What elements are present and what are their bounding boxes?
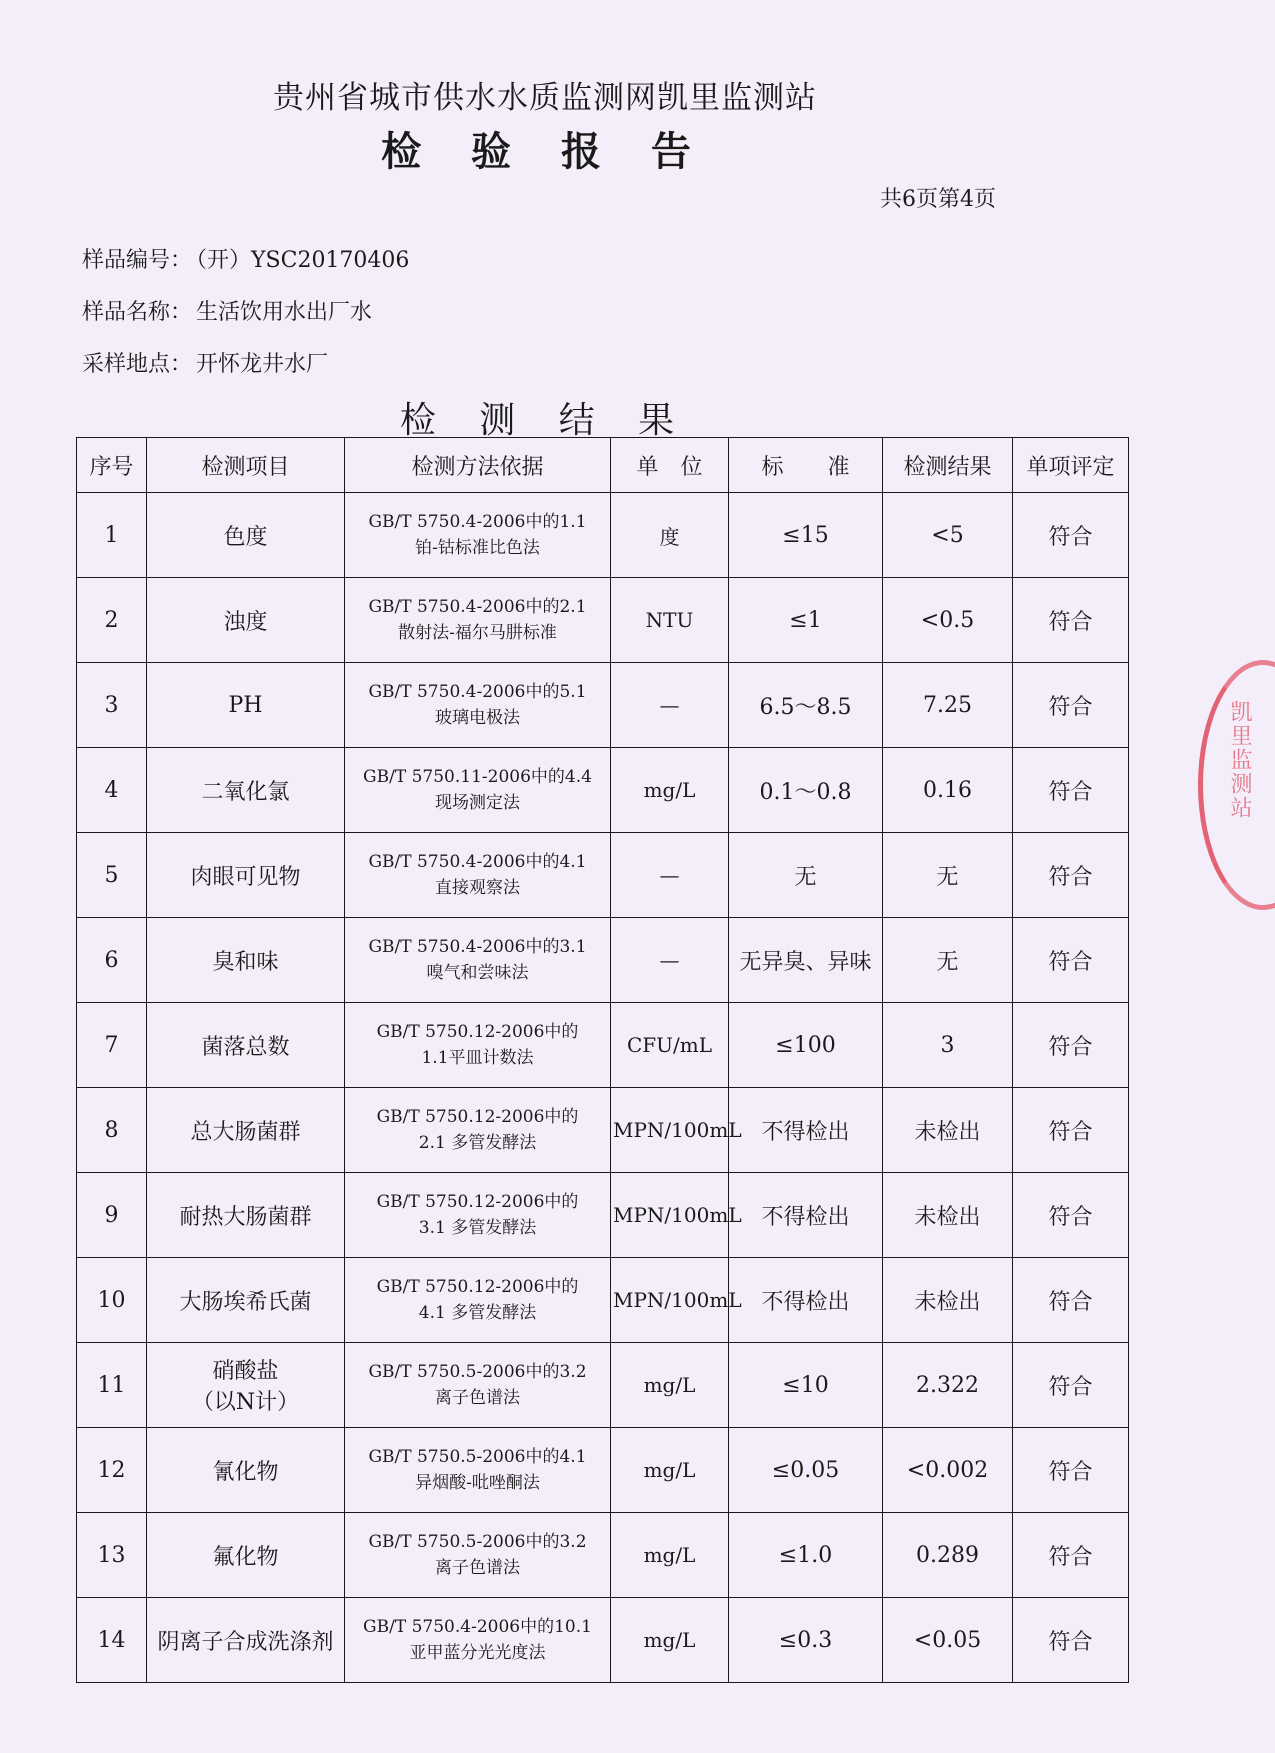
- item-name-text: 总大肠菌群: [190, 1119, 301, 1145]
- item-name-text: 臭和味: [212, 949, 279, 975]
- verdict: 符合: [1013, 1258, 1129, 1343]
- table-row: [77, 748, 1129, 833]
- test-method: [345, 1173, 611, 1258]
- item-name-text: 阴离子合成洗涤剂: [157, 1629, 334, 1655]
- test-method: [345, 1003, 611, 1088]
- standard-limit: ≤100: [729, 1003, 883, 1088]
- unit: CFU/mL: [611, 1003, 729, 1088]
- row-number: 4: [77, 748, 147, 833]
- unit: —: [611, 833, 729, 918]
- row-number: 3: [77, 663, 147, 748]
- test-result: 未检出: [883, 1258, 1013, 1343]
- sample-location-label: 采样地点：: [82, 352, 193, 377]
- unit: —: [611, 918, 729, 1003]
- sample-number-value: （开）YSC20170406: [196, 248, 410, 273]
- method-standard: GB/T 5750.5-2006中的3.2: [368, 1362, 587, 1382]
- method-name: 3.1 多管发酵法: [418, 1218, 537, 1238]
- standard-limit: 不得检出: [729, 1173, 883, 1258]
- report-title: 检 验 报 告: [381, 128, 709, 175]
- verdict: 符合: [1013, 918, 1129, 1003]
- unit: 度: [611, 493, 729, 578]
- row-number: 5: [77, 833, 147, 918]
- test-result: <0.5: [883, 578, 1013, 663]
- verdict: 符合: [1013, 1088, 1129, 1173]
- item-name-text: 硝酸盐: [212, 1359, 279, 1384]
- test-method: [345, 1343, 611, 1428]
- item-name-text: 肉眼可见物: [190, 864, 301, 890]
- item-name: [147, 1003, 345, 1088]
- item-name-text: 二氧化氯: [201, 779, 290, 805]
- column-header: 检测项目: [147, 438, 345, 493]
- unit: mg/L: [611, 1598, 729, 1683]
- column-header: 序号: [77, 438, 147, 493]
- standard-limit: ≤10: [729, 1343, 883, 1428]
- organization-name: 贵州省城市供水水质监测网凯里监测站: [273, 80, 817, 116]
- column-header: 检测方法依据: [345, 438, 611, 493]
- sample-name-value: 生活饮用水出厂水: [196, 300, 373, 325]
- method-name: 4.1 多管发酵法: [418, 1303, 537, 1323]
- verdict: 符合: [1013, 1598, 1129, 1683]
- method-standard: GB/T 5750.4-2006中的10.1: [363, 1617, 592, 1637]
- item-name-note: （以N计）: [191, 1390, 300, 1415]
- item-name-text: 耐热大肠菌群: [179, 1204, 312, 1230]
- method-name: 离子色谱法: [435, 1388, 520, 1408]
- test-result: <0.002: [883, 1428, 1013, 1513]
- method-standard: GB/T 5750.4-2006中的3.1: [368, 937, 587, 957]
- verdict: 符合: [1013, 578, 1129, 663]
- method-standard: GB/T 5750.5-2006中的4.1: [368, 1447, 587, 1467]
- item-name: [147, 1088, 345, 1173]
- row-number: 13: [77, 1513, 147, 1598]
- test-method: [345, 1258, 611, 1343]
- verdict: 符合: [1013, 1428, 1129, 1513]
- table-row: [77, 1343, 1129, 1428]
- unit: —: [611, 663, 729, 748]
- row-number: 10: [77, 1258, 147, 1343]
- method-name: 散射法-福尔马肼标准: [398, 623, 557, 643]
- table-row: [77, 1428, 1129, 1513]
- test-result: 未检出: [883, 1173, 1013, 1258]
- item-name: [147, 578, 345, 663]
- sample-name-label: 样品名称：: [82, 300, 193, 325]
- test-result: 无: [883, 918, 1013, 1003]
- test-method: [345, 1513, 611, 1598]
- row-number: 7: [77, 1003, 147, 1088]
- row-number: 12: [77, 1428, 147, 1513]
- verdict: 符合: [1013, 663, 1129, 748]
- item-name-text: PH: [228, 692, 263, 718]
- method-standard: GB/T 5750.5-2006中的3.2: [368, 1532, 587, 1552]
- standard-limit: ≤1.0: [729, 1513, 883, 1598]
- method-name: 直接观察法: [435, 878, 520, 898]
- item-name: [147, 663, 345, 748]
- method-name: 嗅气和尝味法: [426, 963, 529, 983]
- test-method: [345, 833, 611, 918]
- table-row: [77, 1258, 1129, 1343]
- table-row: [77, 1173, 1129, 1258]
- method-name: 2.1 多管发酵法: [418, 1133, 537, 1153]
- standard-limit: 无: [729, 833, 883, 918]
- method-standard: GB/T 5750.12-2006中的: [376, 1192, 579, 1212]
- method-name: 异烟酸-吡唑酮法: [415, 1473, 540, 1493]
- item-name-text: 菌落总数: [201, 1034, 290, 1060]
- verdict: 符合: [1013, 1513, 1129, 1598]
- table-row: [77, 663, 1129, 748]
- test-result: <0.05: [883, 1598, 1013, 1683]
- method-name: 离子色谱法: [435, 1558, 520, 1578]
- test-method: [345, 918, 611, 1003]
- standard-limit: ≤1: [729, 578, 883, 663]
- method-name: 亚甲蓝分光光度法: [409, 1643, 546, 1663]
- table-row: [77, 1088, 1129, 1173]
- row-number: 8: [77, 1088, 147, 1173]
- row-number: 9: [77, 1173, 147, 1258]
- item-name-text: 浊度: [223, 609, 268, 635]
- column-header: 标 准: [729, 438, 883, 493]
- test-method: [345, 1428, 611, 1513]
- table-row: [77, 1598, 1129, 1683]
- standard-limit: 6.5～8.5: [729, 663, 883, 748]
- row-number: 1: [77, 493, 147, 578]
- method-standard: GB/T 5750.12-2006中的: [376, 1277, 579, 1297]
- item-name: [147, 1428, 345, 1513]
- item-name-text: 氟化物: [212, 1544, 279, 1570]
- item-name: [147, 1258, 345, 1343]
- item-name: [147, 1513, 345, 1598]
- standard-limit: 无异臭、异味: [729, 918, 883, 1003]
- sample-name: [82, 295, 372, 326]
- unit: mg/L: [611, 1428, 729, 1513]
- unit: MPN/100mL: [611, 1088, 729, 1173]
- item-name: [147, 833, 345, 918]
- table-row: [77, 578, 1129, 663]
- standard-limit: ≤0.3: [729, 1598, 883, 1683]
- method-standard: GB/T 5750.12-2006中的: [376, 1022, 579, 1042]
- sample-number-label: 样品编号：: [82, 248, 193, 273]
- verdict: 符合: [1013, 1343, 1129, 1428]
- standard-limit: 不得检出: [729, 1088, 883, 1173]
- item-name-text: 色度: [223, 524, 268, 550]
- table-row: [77, 918, 1129, 1003]
- table-row: [77, 1513, 1129, 1598]
- row-number: 14: [77, 1598, 147, 1683]
- test-result: 0.289: [883, 1513, 1013, 1598]
- test-method: [345, 1598, 611, 1683]
- item-name: [147, 493, 345, 578]
- row-number: 11: [77, 1343, 147, 1428]
- results-section-title: 检 测 结 果: [399, 400, 691, 441]
- item-name: [147, 748, 345, 833]
- verdict: 符合: [1013, 748, 1129, 833]
- method-standard: GB/T 5750.11-2006中的4.4: [363, 767, 592, 787]
- table-row: [77, 1003, 1129, 1088]
- item-name: [147, 1343, 345, 1428]
- page-info: 共6页第4页: [880, 187, 996, 212]
- sample-number: [82, 243, 409, 274]
- method-name: 现场测定法: [435, 793, 520, 813]
- test-method: [345, 663, 611, 748]
- sample-location: [82, 347, 328, 378]
- standard-limit: ≤15: [729, 493, 883, 578]
- table-row: [77, 493, 1129, 578]
- item-name: [147, 1173, 345, 1258]
- test-result: <5: [883, 493, 1013, 578]
- method-standard: GB/T 5750.4-2006中的5.1: [368, 682, 587, 702]
- row-number: 2: [77, 578, 147, 663]
- unit: mg/L: [611, 748, 729, 833]
- column-header: 检测结果: [883, 438, 1013, 493]
- column-header: 单 位: [611, 438, 729, 493]
- unit: MPN/100mL: [611, 1258, 729, 1343]
- test-result: 2.322: [883, 1343, 1013, 1428]
- test-method: [345, 1088, 611, 1173]
- item-name-text: 氰化物: [212, 1459, 279, 1485]
- table-header-row: [77, 438, 1129, 493]
- standard-limit: 不得检出: [729, 1258, 883, 1343]
- test-result: 未检出: [883, 1088, 1013, 1173]
- item-name: [147, 918, 345, 1003]
- verdict: 符合: [1013, 1003, 1129, 1088]
- item-name-text: 大肠埃希氏菌: [179, 1289, 312, 1315]
- standard-limit: ≤0.05: [729, 1428, 883, 1513]
- method-standard: GB/T 5750.4-2006中的1.1: [368, 512, 587, 532]
- results-table: [76, 437, 1129, 1683]
- verdict: 符合: [1013, 493, 1129, 578]
- unit: mg/L: [611, 1513, 729, 1598]
- test-method: [345, 578, 611, 663]
- sample-location-value: 开怀龙井水厂: [196, 352, 329, 377]
- method-name: 铂-钴标准比色法: [415, 538, 540, 558]
- method-name: 玻璃电极法: [435, 708, 520, 728]
- test-result: 无: [883, 833, 1013, 918]
- results-table-body: [77, 493, 1129, 1683]
- verdict: 符合: [1013, 1173, 1129, 1258]
- standard-limit: 0.1～0.8: [729, 748, 883, 833]
- unit: NTU: [611, 578, 729, 663]
- verdict: 符合: [1013, 833, 1129, 918]
- test-result: 3: [883, 1003, 1013, 1088]
- column-header: 单项评定: [1013, 438, 1129, 493]
- test-result: 0.16: [883, 748, 1013, 833]
- method-name: 1.1平皿计数法: [421, 1048, 534, 1068]
- method-standard: GB/T 5750.4-2006中的2.1: [368, 597, 587, 617]
- unit: MPN/100mL: [611, 1173, 729, 1258]
- test-method: [345, 748, 611, 833]
- unit: mg/L: [611, 1343, 729, 1428]
- test-result: 7.25: [883, 663, 1013, 748]
- test-method: [345, 493, 611, 578]
- method-standard: GB/T 5750.4-2006中的4.1: [368, 852, 587, 872]
- official-seal-text: 凯里监测站: [1227, 700, 1252, 820]
- table-row: [77, 833, 1129, 918]
- method-standard: GB/T 5750.12-2006中的: [376, 1107, 579, 1127]
- item-name: [147, 1598, 345, 1683]
- row-number: 6: [77, 918, 147, 1003]
